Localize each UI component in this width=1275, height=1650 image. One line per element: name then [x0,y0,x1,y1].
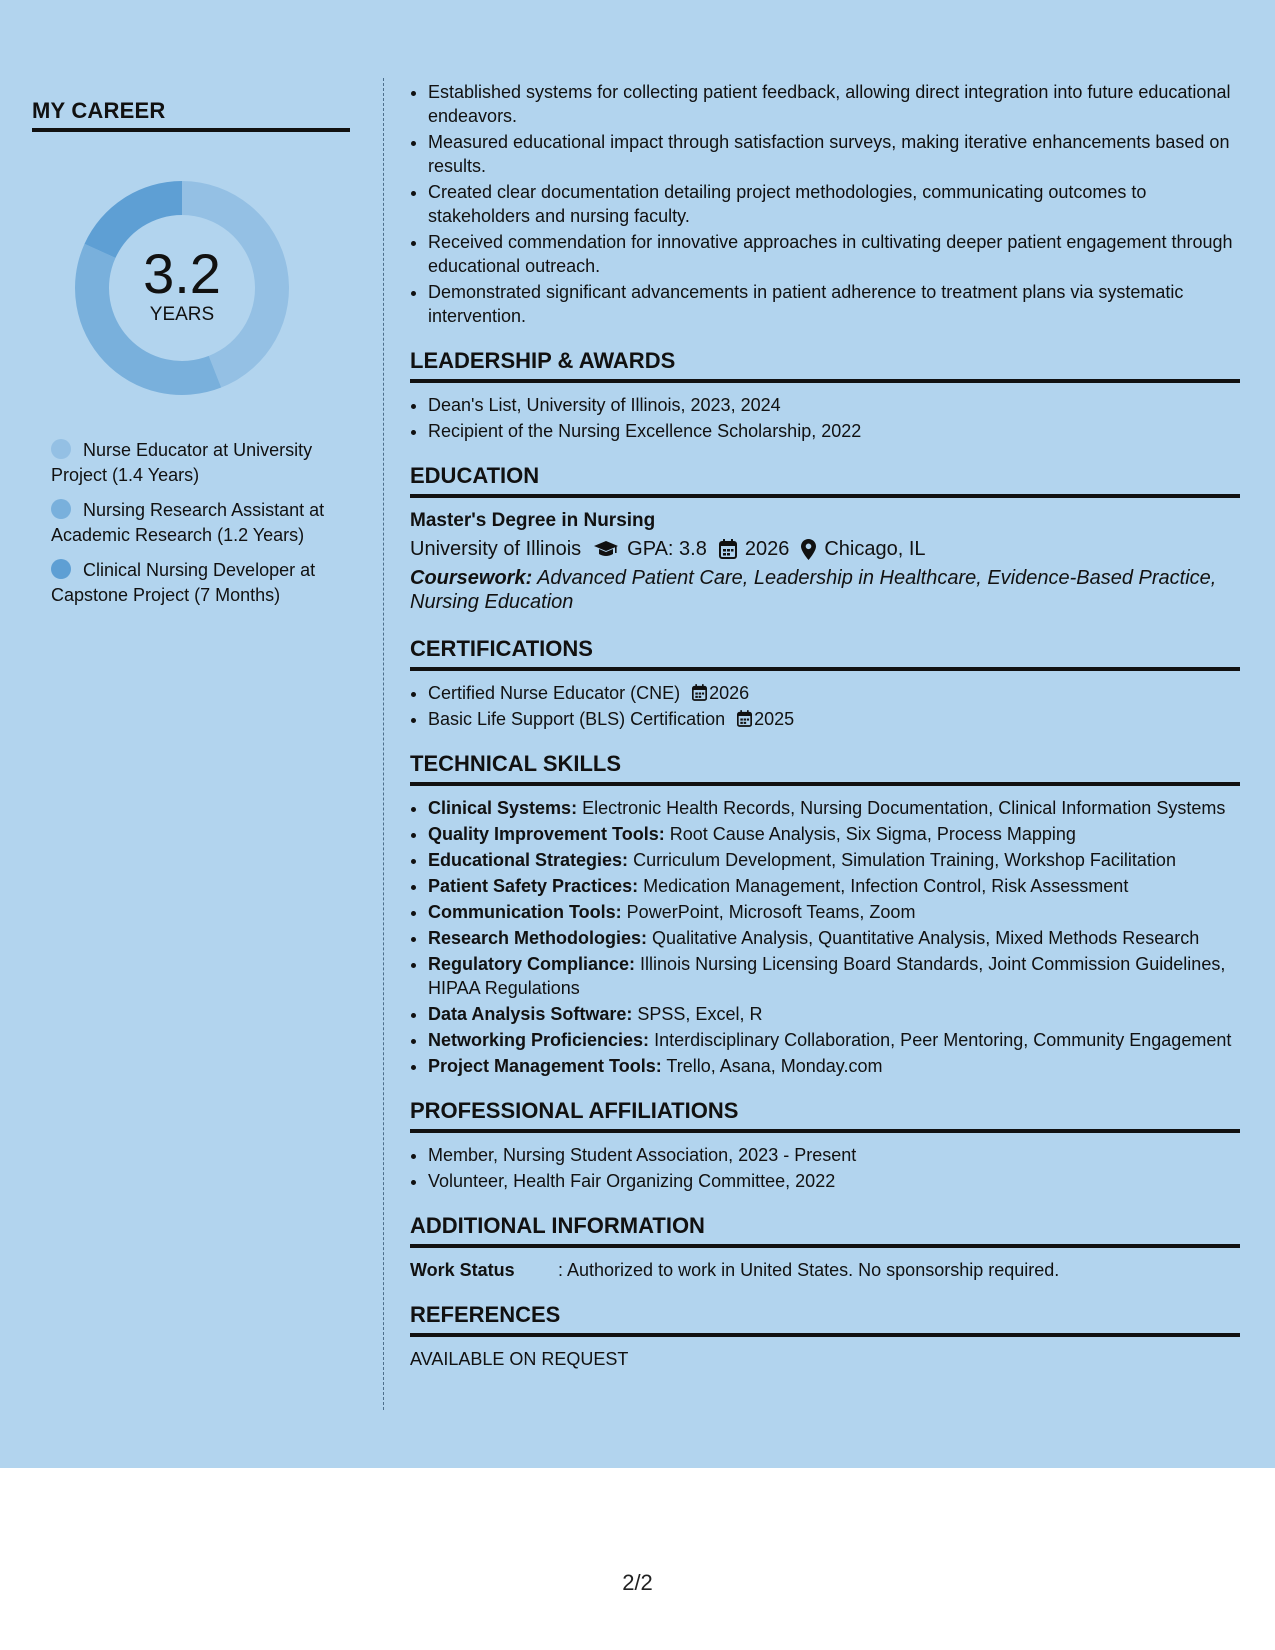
degree-meta [410,534,1240,564]
skills-list [410,796,1240,1078]
skill-text: SPSS, Excel, R [632,1004,763,1024]
affiliations-list [410,1143,1240,1193]
work-status-value: : Authorized to work in United States. No sponsorship required. [558,1260,1060,1280]
calendar-icon [692,684,707,701]
skill-text: Medication Management, Infection Control, Risk Assessment [638,876,1129,896]
calendar-icon [737,710,752,727]
skill-item [428,900,1240,924]
certification-year: 2025 [754,709,795,729]
coursework-label: Coursework: [410,567,533,589]
experience-bullets [410,80,1240,328]
work-status-row [410,1258,1240,1282]
skill-text: Root Cause Analysis, Six Sigma, Process Mapping [664,824,1076,844]
education-section [410,463,1240,614]
skill-text: Qualitative Analysis, Quantitative Analysis, Mixed Methods Research [647,928,1200,948]
column-divider [383,78,384,1410]
coursework-list: Advanced Patient Care, Leadership in Healthcare, Evidence-Based Practice, Nursing Education [410,567,1217,613]
skill-label: Educational Strategies: [428,850,629,870]
legend-dot [51,559,71,579]
degree-title: Master's Degree in Nursing [410,510,656,531]
skill-label: Patient Safety Practices: [428,876,639,896]
leadership-item: • Recipient of the Nursing Excellence Scholarship, 2022 [428,419,1240,443]
skill-label: Communication Tools: [428,902,622,922]
skill-text: Trello, Asana, Monday.com [661,1056,883,1076]
experience-bullet: • Measured educational impact through satisfaction surveys, making iterative enhancements based on results. [428,130,1240,178]
skill-text: Electronic Health Records, Nursing Documentation, Clinical Information Systems [577,798,1226,818]
affiliation-item: • Volunteer, Health Fair Organizing Committee, 2022 [428,1169,1240,1193]
donut-center [66,172,298,404]
skill-text: Illinois Nursing Licensing Board Standards, Joint Commission Guidelines, HIPAA Regulations [428,954,1226,998]
total-years-unit: YEARS [149,304,215,325]
school-location: Chicago, IL [824,538,926,560]
affiliations-heading: PROFESSIONAL AFFILIATIONS [410,1098,1240,1133]
skill-label: Networking Proficiencies: [428,1030,650,1050]
affiliation-item: • Member, Nursing Student Association, 2023 - Present [428,1143,1240,1167]
gpa: GPA: 3.8 [627,538,707,560]
certifications-heading: CERTIFICATIONS [410,636,1240,671]
graduation-cap-icon [593,540,619,558]
certification-name: Certified Nurse Educator (CNE) [428,683,681,703]
leadership-heading: LEADERSHIP & AWARDS [410,348,1240,383]
map-pin-icon [801,539,816,560]
skill-item [428,796,1240,820]
skill-text: Interdisciplinary Collaboration, Peer Mentoring, Community Engagement [649,1030,1232,1050]
skill-label: Research Methodologies: [428,928,648,948]
legend-item [51,558,341,608]
certifications-section [410,636,1240,731]
education-entry [410,508,1240,614]
page-number: 2/2 [622,1570,653,1595]
certifications-list [410,681,1240,731]
legend-item [51,438,341,488]
skills-section [410,751,1240,1078]
skill-label: Quality Improvement Tools: [428,824,665,844]
certification-item [428,707,1240,731]
certification-item [428,681,1240,705]
legend-dot [51,499,71,519]
skill-item [428,874,1240,898]
references-text: AVAILABLE ON REQUEST [410,1349,629,1369]
additional-info-heading: ADDITIONAL INFORMATION [410,1213,1240,1248]
references-section [410,1302,1240,1371]
skill-item [428,926,1240,950]
leadership-list [410,393,1240,443]
graduation-year: 2026 [744,538,790,560]
skill-label: Clinical Systems: [428,798,578,818]
career-sidebar [32,98,350,618]
certification-name: Basic Life Support (BLS) Certification [428,709,726,729]
career-donut-chart [66,172,298,404]
legend-label: Clinical Nursing Developer at Capstone Project (7 Months) [51,560,316,605]
legend-label: Nurse Educator at University Project (1.4 Years) [51,440,313,485]
skills-heading: TECHNICAL SKILLS [410,751,1240,786]
legend-dot [51,439,71,459]
affiliations-section [410,1098,1240,1193]
total-years-value: 3.2 [143,242,221,305]
skill-label: Data Analysis Software: [428,1004,633,1024]
main-column [410,80,1240,1371]
career-title: MY CAREER [32,98,350,132]
references-heading: REFERENCES [410,1302,1240,1337]
school-name: University of Illinois [410,538,582,560]
skill-item [428,822,1240,846]
calendar-icon [719,539,737,559]
skill-item [428,1002,1240,1026]
skill-item [428,952,1240,1000]
experience-bullet: • Created clear documentation detailing project methodologies, communicating outcomes to stakeholders and nursing faculty. [428,180,1240,228]
additional-info-section [410,1213,1240,1282]
certification-year: 2026 [709,683,750,703]
experience-bullet: • Received commendation for innovative approaches in cultivating deeper patient engagement through educational outreach. [428,230,1240,278]
experience-bullet: • Established systems for collecting patient feedback, allowing direct integration into future educational endeavors. [428,80,1240,128]
work-status-label: Work Status [410,1260,515,1280]
leadership-item: • Dean's List, University of Illinois, 2023, 2024 [428,393,1240,417]
legend-label: Nursing Research Assistant at Academic Research (1.2 Years) [51,500,325,545]
experience-bullet: • Demonstrated significant advancements in patient adherence to treatment plans via systematic intervention. [428,280,1240,328]
career-legend [32,438,350,608]
skill-item [428,1028,1240,1052]
coursework [410,566,1240,614]
education-heading: EDUCATION [410,463,1240,498]
legend-item [51,498,341,548]
skill-item [428,848,1240,872]
skill-item [428,1054,1240,1078]
skill-text: Curriculum Development, Simulation Training, Workshop Facilitation [628,850,1176,870]
skill-label: Project Management Tools: [428,1056,662,1076]
skill-text: PowerPoint, Microsoft Teams, Zoom [621,902,916,922]
leadership-section [410,348,1240,443]
skill-label: Regulatory Compliance: [428,954,636,974]
